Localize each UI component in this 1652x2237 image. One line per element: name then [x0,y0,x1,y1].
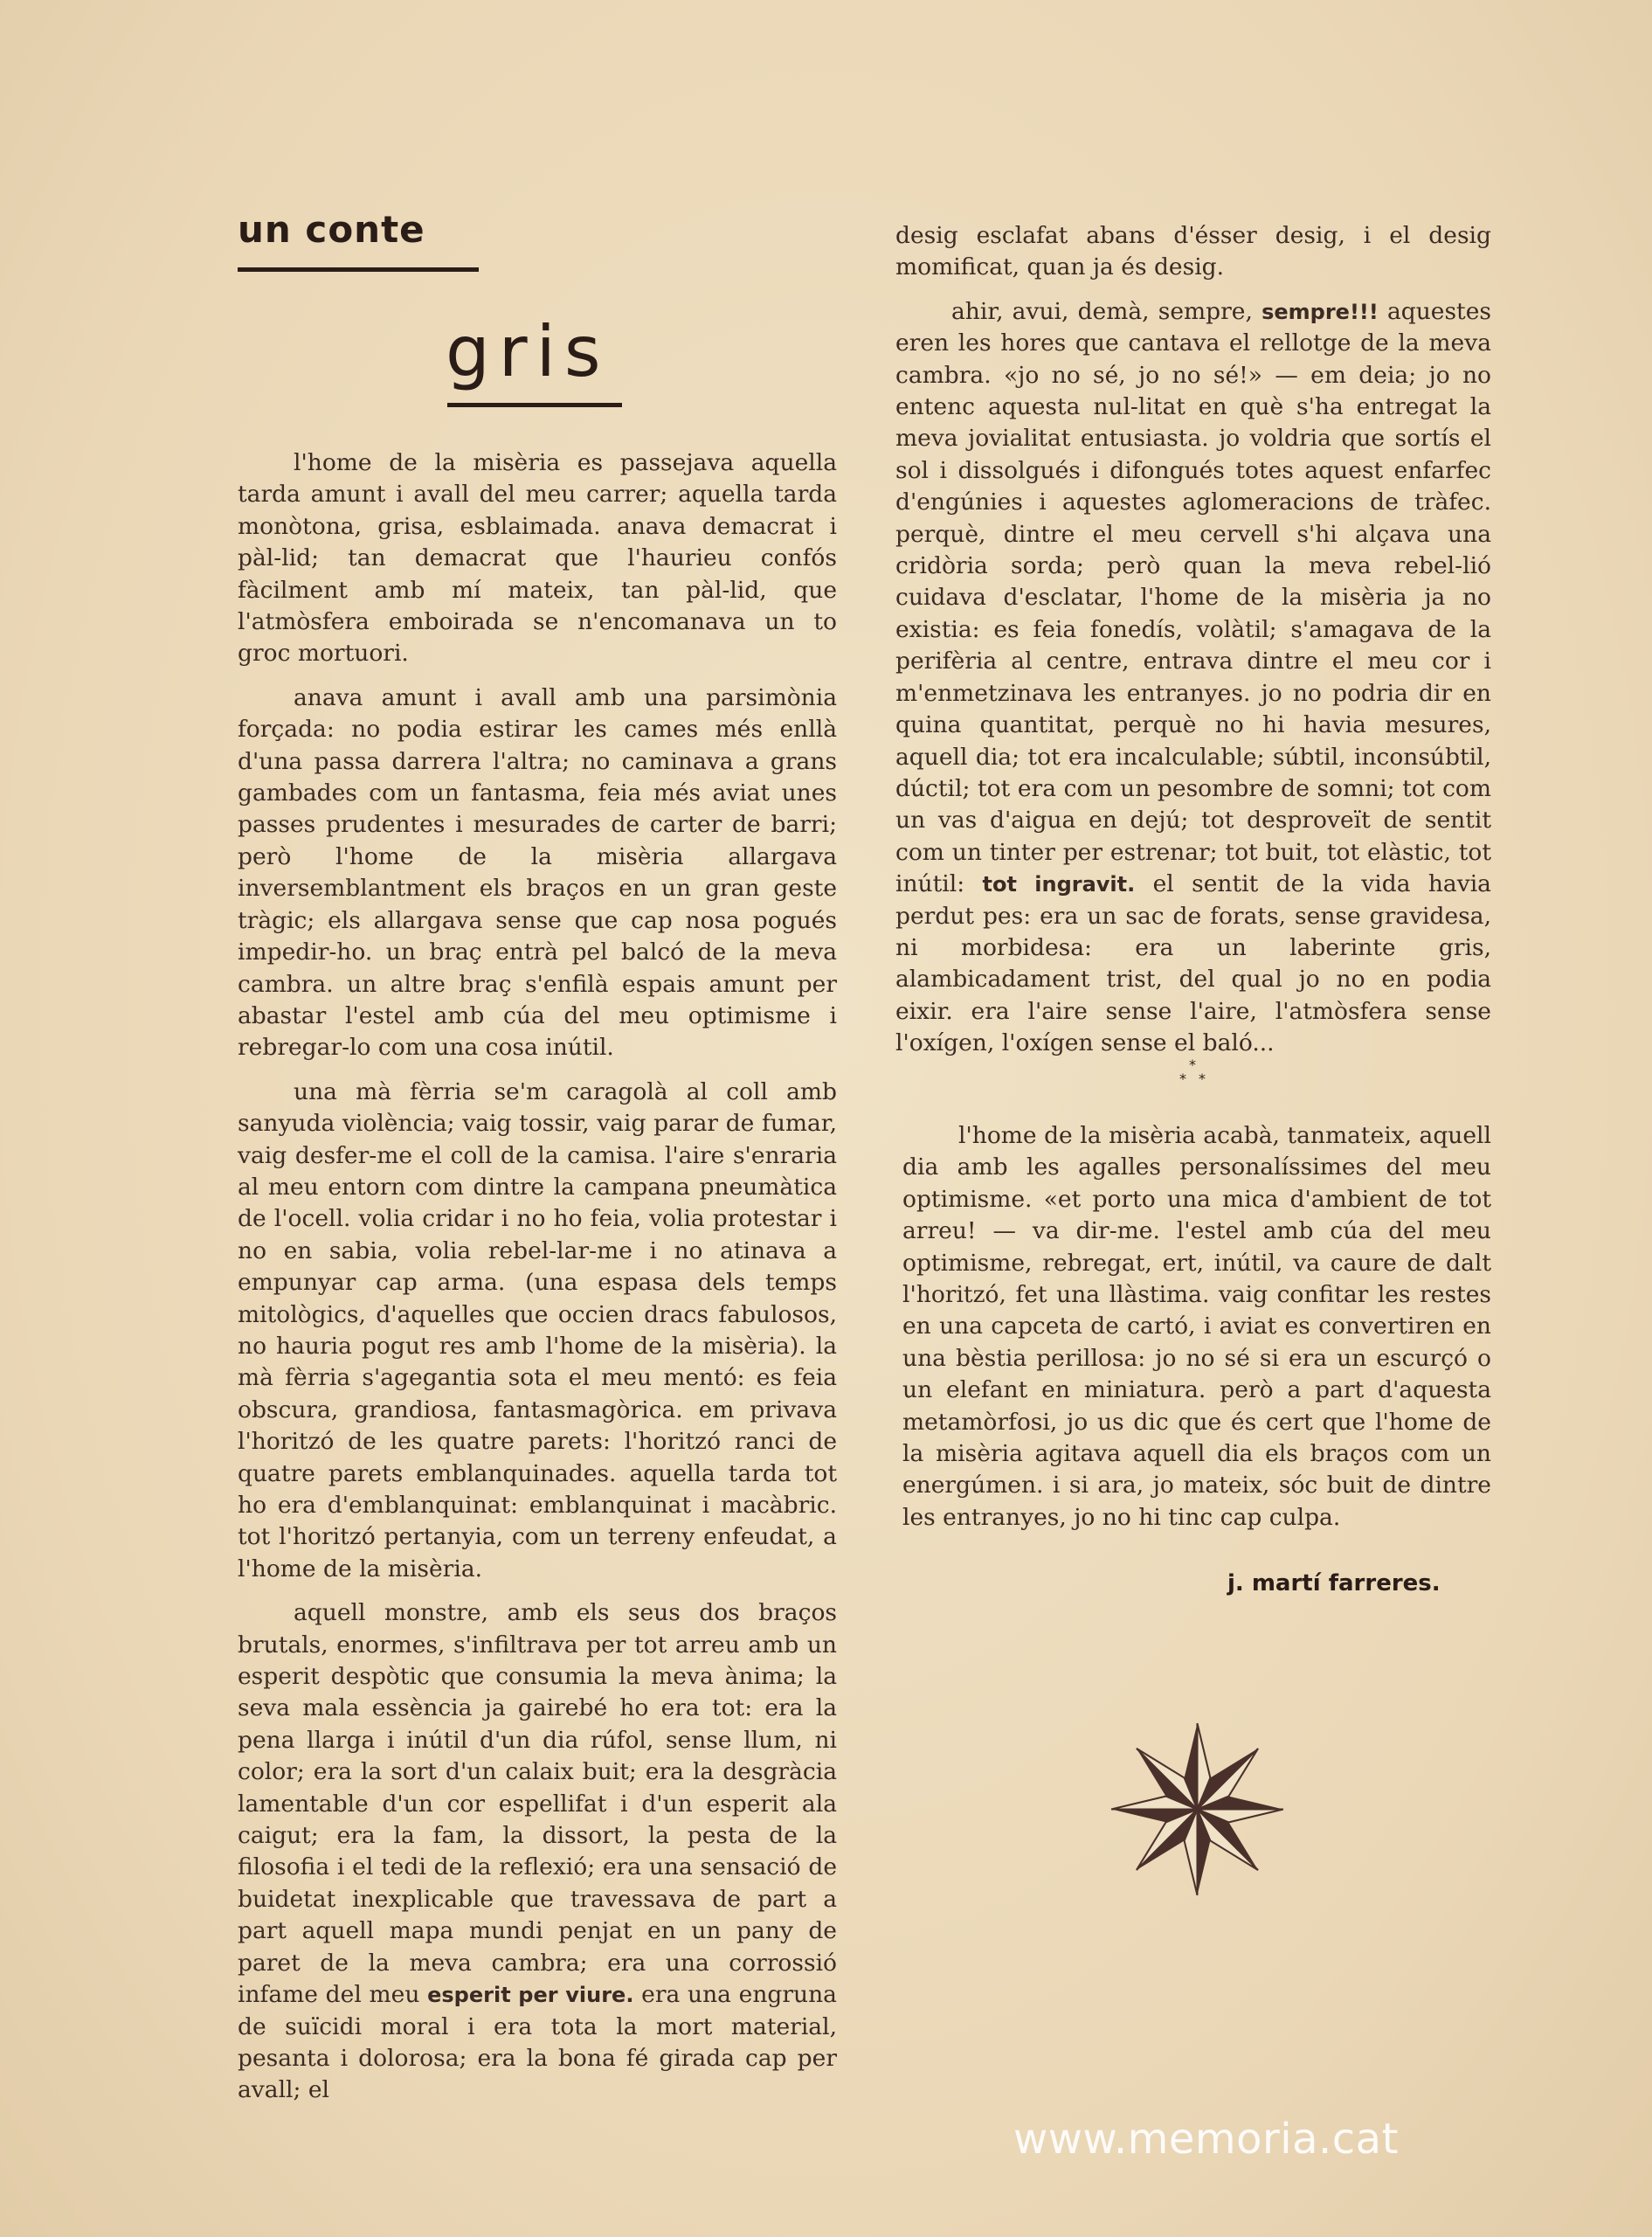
eight-point-star-icon [1108,1720,1287,1899]
paragraph-text: aquell monstre, amb els seus dos braços brutals, enormes, s'infiltrava per tot arreu amb un esperit despòtic que consumia la meva ànima; la seva mala essència ja gairebé ho era tot: era la pena llarga i inútil d'un dia rúfol, sense llum, ni color; era la sort d'un calaix buit; era la desgràcia lamentable d'un cor espellifat i d'un esperit ala caigut; era la fam, la dissort, la pesta de la filosofia i el tedi de la reflexió; era una sensació de buidetat inexplicable que travessava de part a part aquell mapa mundi penjat en un pany de paret de la meva cambra; era una corrossió infame del meu [238,1599,837,2009]
paragraph: l'home de la misèria acabà, tanmateix, aquell dia amb les agalles personalíssimes del meu optimisme. «et porto una mica d'ambient de tot arreu! — va dir-me. l'estel amb cúa del meu optimisme, rebregat, ert, inútil, va caure de dalt l'horitzó, fet una llàstima. vaig confitar les restes en una capceta de cartó, i aviat es convertiren en una bèstia perillosa: jo no sé si era un escurçó o un elefant en miniatura. però a part d'aquesta metamòrfosi, jo us dic que és cert que l'home de la misèria agitava aquell dia els braços com un energúmen. i si ara, jo mateix, sóc buit de dintre les entranyes, jo no hi tinc cap culpa. [902,1122,1491,1531]
section-label-underline [238,267,479,272]
emphasis-text: tot ingravit. [982,872,1136,897]
author-signature: j. martí farreres. [1227,1570,1441,1596]
paragraph-text: aquestes eren les hores que cantava el rellotge de la meva cambra. «jo no sé, jo no sé!» — em deia; jo no entenc aquesta nul-litat en què s'ha entregat la meva jovialitat entusiasta. jo voldria que sortís el sol i dissolgués i difongués totes aquest enfarfec d'engúnies i aquestes aglomeracions de tràfec. perquè, dintre el meu cervell s'hi alçava una cridòria sorda; però quan la meva rebel-lió cuidava d'esclatar, l'home de la misèria ja no existia: es feia fonedís, volàtil; s'amagava de la perifèria al centre, entrava dintre el meu cor i m'enmetzinava les entranyes. jo no podria dir en quina quantitat, perquè no hi havia mesures, aquell dia; tot era incalculable; súbtil, inconsúbtil, dúctil; tot era com un pesombre de somni; tot com un vas d'aigua en dejú; tot desproveït de sentit com un tinter per estrenar; tot buit, tot elàstic, tot inútil: [895,297,1491,898]
paragraph [895,296,1491,1060]
paragraph: desig esclafat abans d'ésser desig, i el desig momificat, quan ja és desig. [895,222,1491,281]
paragraph: anava amunt i avall amb una parsimònia forçada: no podia estirar les cames més enllà d'una passa darrera l'altra; no caminava a grans gambades com un fantasma, feia més aviat unes passes prudentes i mesurades de carter de barri; però l'home de la misèria allargava inversemblantment els braços en un gran geste tràgic; els allargava sense que cap nosa pogués impedir-ho. un braç entrà pel balcó de la meva cambra. un altre braç s'enfilà espais amunt per abastar l'estel amb cúa del meu optimisme i rebregar-lo com una cosa inútil. [238,683,837,1062]
left-column [238,447,837,2107]
page-title: gris [446,311,610,392]
svg-text:*: * [1179,1070,1186,1087]
right-column-closing [902,1120,1491,1534]
emphasis-text: esperit per viure. [427,1983,634,2008]
emphasis-text: sempre!!! [1261,299,1379,324]
paragraph: l'home de la misèria es passejava aquella tarda amunt i avall del meu carrer; aquella tarda monòtona, grisa, esblaimada. anava demacrat i pàl-lid; tan demacrat que l'haurieu confós fàcilment amb mí mateix, tan pàl-lid, que l'atmòsfera emboirada se n'encomanava un to groc mortuori. [238,449,837,668]
title-underline [447,403,622,407]
paragraph-text: era una engruna de suïcidi moral i era tota la mort material, pesanta i dolorosa; era la bona fé girada cap per avall; el [238,1981,837,2104]
section-label: un conte [238,208,425,251]
svg-text:*: * [1199,1070,1206,1087]
svg-text:*: * [1189,1056,1196,1073]
right-column [895,220,1491,1060]
paragraph-text: el sentit de la vida havia perdut pes: era un sac de forats, sense gravidesa, ni morbidesa: era un laberinte gris, alambicadament trist, del qual jo no en podia eixir. era l'aire sense l'aire, l'atmòsfera sense l'oxígen, l'oxígen sense el baló... [895,870,1491,1057]
asterism-icon [1175,1056,1210,1091]
paragraph [238,1597,837,2107]
paragraph: una mà fèrria se'm caragolà al coll amb sanyuda violència; vaig tossir, vaig parar de fumar, vaig desfer-me el coll de la camisa. l'aire s'enraria al meu entorn com dintre la campana pneumàtica de l'ocell. volia cridar i no ho feia, volia protestar i no en sabia, volia rebel-lar-me i no atinava a empunyar cap arma. (una espasa dels temps mitològics, d'aquelles que occien dracs fabulosos, no hauria pogut res amb l'home de la misèria). la mà fèrria s'agegantia sota el meu mentó: es feia obscura, grandiosa, fantasmagòrica. em privava l'horitzó de les quatre parets: l'horitzó ranci de quatre parets emblanquinades. aquella tarda tot ho era d'emblanquinat: emblanquinat i macàbric. tot l'horitzó pertanyia, com un terreny enfeudat, a l'home de la misèria. [238,1077,837,1583]
watermark: www.memoria.cat [1013,2115,1399,2164]
paragraph-text: ahir, avui, demà, sempre, [951,297,1253,325]
